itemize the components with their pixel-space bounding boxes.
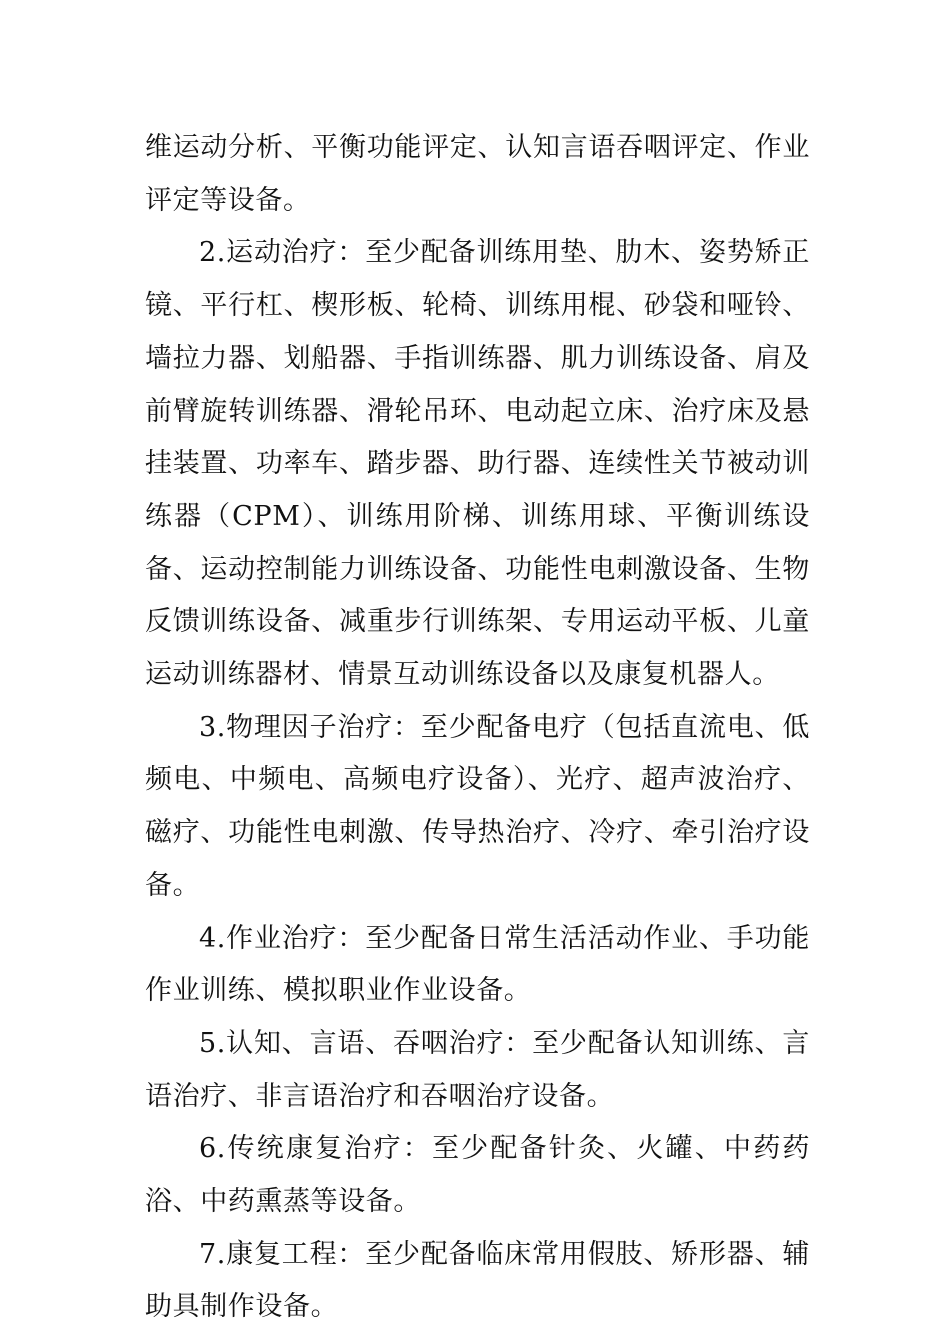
paragraph-rehabilitation-engineering: 7.康复工程：至少配备临床常用假肢、矫形器、辅助具制作设备。: [145, 1238, 810, 1323]
document-page: [145, 122, 810, 1334]
paragraph-traditional-rehabilitation: 6.传统康复治疗：至少配备针灸、火罐、中药药浴、中药熏蒸等设备。: [145, 1133, 810, 1218]
paragraph-cognition-speech-swallowing: 5.认知、言语、吞咽治疗：至少配备认知训练、言语治疗、非言语治疗和吞咽治疗设备。: [145, 1027, 810, 1112]
paragraph-continuation: 维运动分析、平衡功能评定、认知言语吞咽评定、作业评定等设备。: [145, 132, 810, 216]
paragraph-exercise-therapy: 2.运动治疗：至少配备训练用垫、肋木、姿势矫正镜、平行杠、楔形板、轮椅、训练用棍、砂袋和哑铃、墙拉力器、划船器、手指训练器、肌力训练设备、肩及前臂旋转训练器、滑轮吊环、电动起立床、治疗床及悬挂装置、功率车、踏步器、助行器、连续性关节被动训练器（CPM）、训练用阶梯、训练用球、平衡训练设备、运动控制能力训练设备、功能性电刺激设备、生物反馈训练设备、减重步行训练架、专用运动平板、儿童运动训练器材、情景互动训练设备以及康复机器人。: [145, 237, 810, 691]
paragraph-occupational-therapy: 4.作业治疗：至少配备日常生活活动作业、手功能作业训练、模拟职业作业设备。: [145, 922, 810, 1007]
paragraph-physical-factor-therapy: 3.物理因子治疗：至少配备电疗（包括直流电、低频电、中频电、高频电疗设备）、光疗、超声波治疗、磁疗、功能性电刺激、传导热治疗、冷疗、牵引治疗设备。: [145, 711, 810, 901]
